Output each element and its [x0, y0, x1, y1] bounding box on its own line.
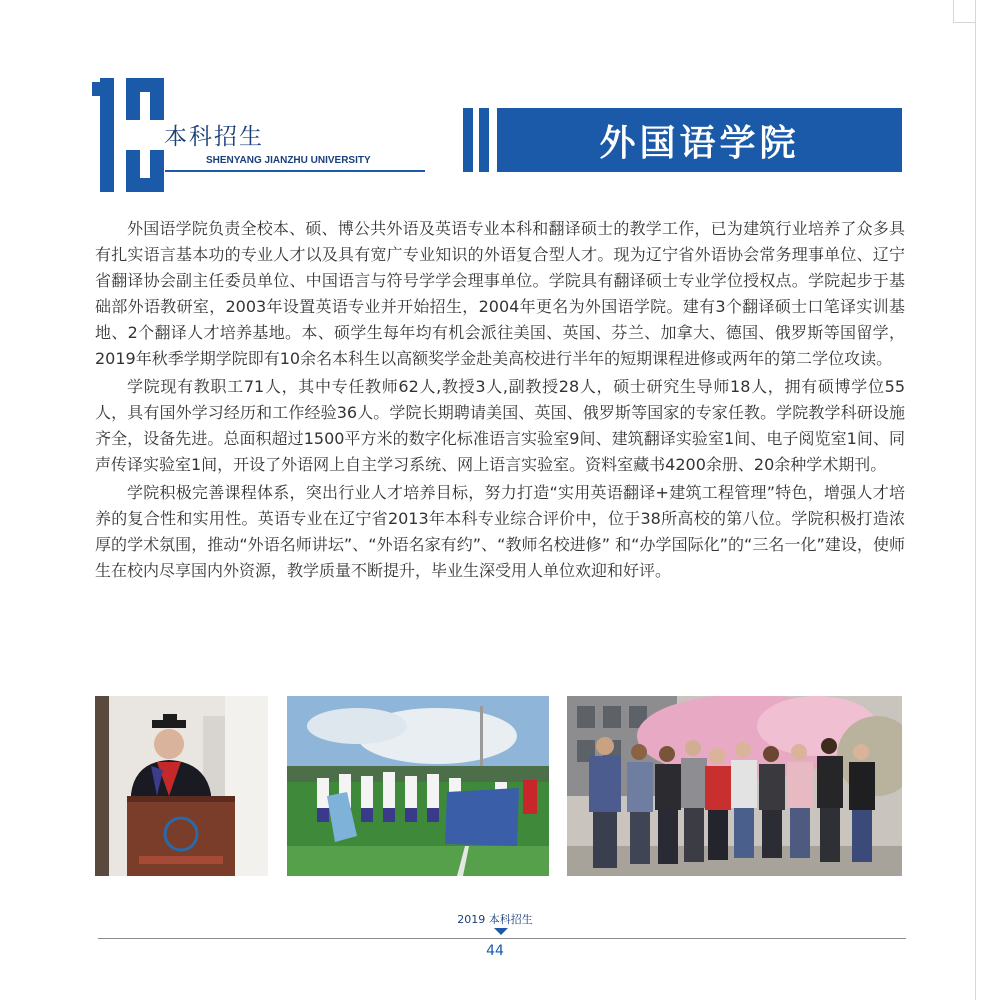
paragraph: 外国语学院负责全校本、硕、博公共外语及英语专业本科和翻译硕士的教学工作，已为建筑行业培养了众多具有扎实语言基本功的专业人才以及具有宽广专业知识的外语复合型人才。现为辽宁省外语协会常务理事单位、辽宁省翻译协会副主任委员单位、中国语言与符号学学会理事单位。学院具有翻译硕士专业学位授权点。学院起步于基础部外语教研室，2003年设置英语专业并开始招生，2004年更名为外国语学院。建有3个翻译硕士口笔译实训基地、2个翻译人才培养基地。本、硕学生每年均有机会派往美国、英国、芬兰、加拿大、德国、俄罗斯等国留学，2019年秋季学期学院即有10余名本科生以高额奖学金赴美高校进行半年的短期课程进修或两年的第二学位攻读。: [95, 219, 905, 368]
photo-football-team: [287, 696, 549, 876]
section-label: 本科招生: [164, 124, 264, 150]
university-name: SHENYANG JIANZHU UNIVERSITY: [206, 155, 371, 166]
photo-group-blossoms: [567, 696, 902, 876]
title-stripe-2: [479, 108, 489, 172]
paragraph: 学院积极完善课程体系，突出行业人才培养目标，努力打造“实用英语翻译+建筑工程管理”特色，增强人才培养的复合性和实用性。英语专业在辽宁省2013年本科专业综合评价中，位于38所高校的第八位。学院积极打造浓厚的学术氛围，推动“外语名师讲坛”、“外语名家有约”、“教师名校进修” 和“办学国际化”的“三名一化”建设，使师生在校内尽享国内外资源，教学质量不断提升，毕业生深受用人单位欢迎和好评。: [95, 483, 905, 580]
page-number: 44: [486, 943, 504, 959]
footer-divider: [98, 938, 906, 939]
digit-zero-left-upper: [126, 78, 140, 120]
digit-zero-bottom: [126, 178, 164, 192]
page-corner-mark: [953, 0, 976, 23]
digit-one-stem: [100, 78, 114, 192]
photo-lecturer: [95, 696, 268, 876]
footer-triangle-icon: [494, 928, 508, 935]
page-title: 外国语学院: [497, 108, 902, 172]
footer-section-label: 2019 本科招生: [457, 913, 533, 926]
header-underline: [165, 170, 425, 172]
article-body: [95, 216, 905, 586]
paragraph: 学院现有教职工71人，其中专任教师62人,教授3人,副教授28人，硕士研究生导师18人，拥有硕博学位55人，具有国外学习经历和工作经验36人。学院长期聘请美国、英国、俄罗斯等国家的专家任教。学院教学科研设施齐全，设备先进。总面积超过1500平方米的数字化标准语言实验室9间、建筑翻译实验室1间、电子阅览室1间、同声传译实验室1间，开设了外语网上自主学习系统、网上语言实验室。资料室藏书4200余册、20余种学术期刊。: [95, 377, 905, 474]
digit-zero-right-upper: [150, 78, 164, 120]
title-stripe-1: [463, 108, 473, 172]
big-number-graphic: [92, 78, 164, 192]
